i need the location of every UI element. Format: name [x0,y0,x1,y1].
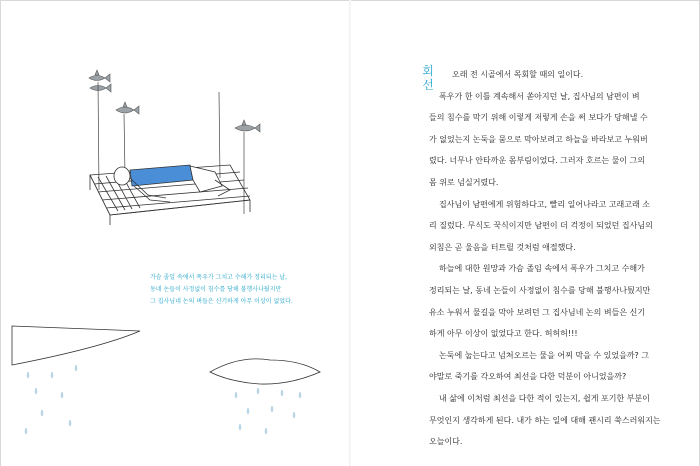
text-line: 들의 침수를 막기 위해 이렇게 저렇게 손을 써 보다가 당해낼 수 [429,113,648,123]
rain-left [25,365,77,434]
caption-line: 가슴 졸일 속에서 폭우가 그치고 수해가 정리되는 날, [150,274,287,281]
fish-1-icon [89,70,110,82]
text-line: 폭우가 한 이틀 계속해서 쏟아지던 날, 집사님의 남편이 벼 [439,91,640,101]
cloud-right [210,359,320,384]
text-line: 야말로 죽기를 각오하여 최선을 다한 덕분이 아니었을까? [429,372,627,382]
fish-4-icon [235,120,260,132]
body-text [429,64,685,453]
caption-line: 그 집사님네 논의 벼들은 신기하게 아무 이상이 없었다. [150,298,293,305]
text-line: 하늘에 대한 원망과 가슴 졸임 속에서 폭우가 그치고 수해가 [439,264,645,274]
text-line: 무엇인지 생각하게 된다. 내가 하는 일에 대해 괜시리 쑥스러워지는 [429,415,661,425]
text-line: 정리되는 날, 동네 논들이 사정없이 침수를 당해 불행사나뒀지만 [429,285,651,295]
text-line: 외침은 곧 울음을 터트릴 것처럼 애절했다. [429,242,576,252]
illustration-caption [150,272,330,308]
text-line: 오래 전 시골에서 목회할 때의 일이다. [452,70,584,79]
rain-right [235,388,301,434]
text-line: 유소 누워서 물길을 막아 보려던 그 집사님네 논의 벼들은 신기 [429,307,646,317]
text-line: 하게 아무 이상이 없었다고 한다. 허허허!!! [429,329,578,339]
text-line: 가 없었는지 논둑을 뭄으로 막아보려고 하늘을 바라보고 누워버 [429,134,648,144]
text-line: 리 질렀다. 무식도 꾹식이지만 남편이 더 걱정이 되었던 집사님의 [429,221,653,231]
fish-2-icon [90,84,111,92]
text-line: 집사님이 남편에게 위험하다고, 빨리 일어나라고 고래고래 소 [439,199,650,209]
text-line: 내 삶에 이처럼 최선을 다한 적이 있는지, 쉽게 포기한 부분이 [439,393,650,403]
fish-3-icon [116,102,139,114]
text-line: 렸다. 너무나 안타까운 몸부림이었다. 그러자 호르는 물이 그의 [429,156,646,166]
text-line: 오늘이다. [429,437,463,447]
lying-person [114,165,230,202]
caption-line: 동네 논들이 사정없이 침수를 당해 불행사나뒀지만 [150,286,282,293]
fish-mobile [89,70,260,132]
text-line: 논둑에 눕는다고 넘쳐오르는 물을 어찌 막을 수 있었을까? 그 [439,350,650,360]
cloud-left [12,326,140,365]
chapter-title-char: 회 [422,64,434,78]
text-line: 몸 위로 넘실거렸다. [429,177,499,187]
chapter-title-char: 선 [422,78,434,92]
